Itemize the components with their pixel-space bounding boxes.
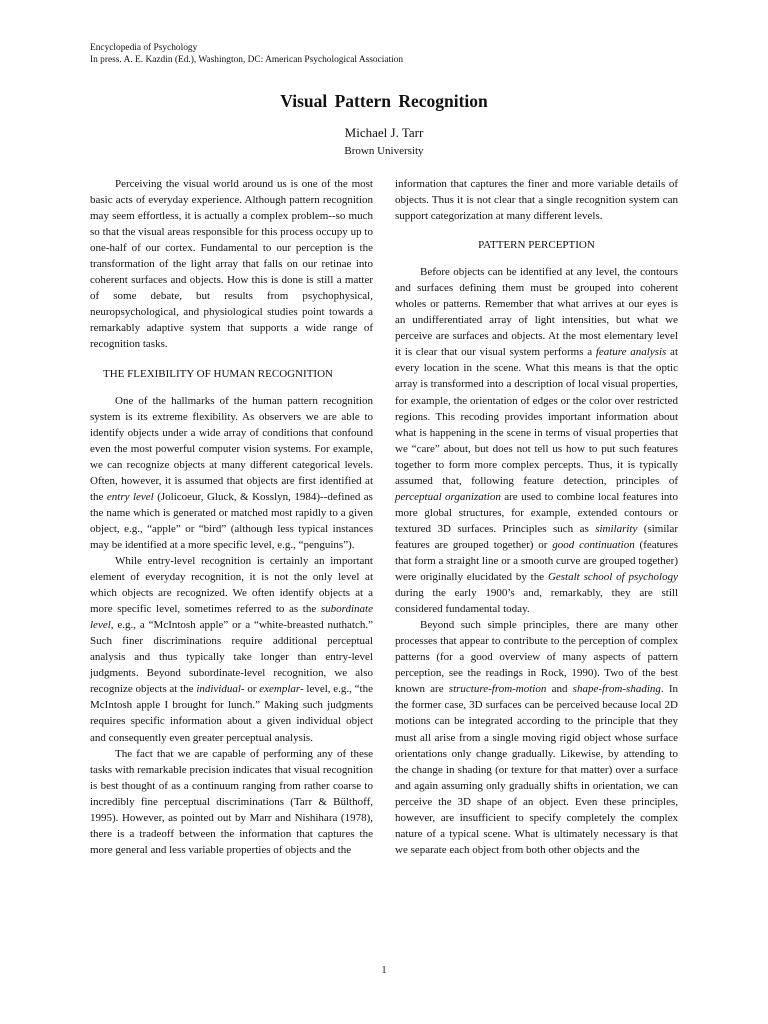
intro-paragraph: Perceiving the visual world around us is one of the most basic acts of everyday experience. Although pattern recognition may seem effortless, it is actually a complex problem--so much so that the visual areas responsible for this process occupy up to one-half of our cortex. Fundamental to our perception is the transformation of the light array that falls on our retinae into coherent surfaces and objects. How this is done is still a matter of some debate, but results from psychophysical, neuropsychological, and physiological studies point towards a remarkably adaptive system that supports a wide range of recognition tasks.: [90, 178, 373, 351]
header-press-info: In press. A. E. Kazdin (Ed.), Washington, DC: American Psychological Association: [90, 54, 404, 65]
paper-title: Visual Pattern Recognition: [280, 91, 488, 111]
running-header: [90, 43, 403, 66]
page-number: 1: [381, 965, 387, 976]
header-journal: Encyclopedia of Psychology: [90, 43, 198, 53]
pattern-paragraph-2: Beyond such simple principles, there are many other processes that appear to contribute to the perception of complex patterns (for a good overview of many aspects of pattern perception, see the readings in Rock, 1990). Two of the best known are structure-from-motion and shape-from-shading. In the former case, 3D surfaces can be perceived because local 2D motions can be integrated according to the principle that they must all arise from a single moving rigid object whose surface orientations only change gradually. Likewise, by attending to the change in shading (or texture for that matter) over a surface and again assuming only gradually shifts in orientation, we can perceive the 3D shape of an object. Even these principles, however, are insufficient to specify completely the complex nature of a typical scene. What is ultimately necessary is that we separate each object from both other objects and the: [395, 619, 678, 856]
flexibility-paragraph-3: The fact that we are capable of performing any of these tasks with remarkable precision indicates that visual recognition is best thought of as a continuum ranging from rather coarse to incredibly fine perceptual discriminations (Tarr & Bülthoff, 1995). However, as pointed out by Marr and Nishihara (1978), there is a tradeoff between the information that captures the more general and less variable properties of objects and the: [90, 747, 373, 856]
right-column: [395, 176, 678, 858]
flexibility-paragraph-1: One of the hallmarks of the human pattern recognition system is its extreme flexibility. As observers we are able to identify objects under a wide array of conditions that confound even the most powerful computer vision systems. For example, we can recognize objects at many different categorical levels. Often, however, it is assumed that objects are first identified at the entry level (Jolicoeur, Gluck, & Kosslyn, 1984)--defined as the name which is generated or matched most rapidly to a given object, e.g., “apple” or “bird” (although less typical instances may be identified at a more specific level, e.g., “penguins”).: [90, 394, 373, 551]
section-heading-pattern-perception: PATTERN PERCEPTION: [478, 239, 595, 252]
pattern-paragraph-1: Before objects can be identified at any level, the contours and surfaces defining them must be grouped into coherent wholes or patterns. Remember that what arrives at our eyes is an undifferentiated array of light intensities, but what we perceive are surfaces and objects. At the most elementary level it is clear that our visual system performs a feature analysis at every location in the scene. What this means is that the optic array is transformed into a description of local visual properties, for example, the orientation of edges or the color over restricted regions. This recoding provides important information about what is happening in the scene in terms of visual properties that we “care” about, but does not tell us how to put such features together to form more complex percepts. Thus, it is typically assumed that, following feature detection, principles of perceptual organization are used to combine local features into more global structures, for example, extended contours or textured 3D surfaces. Principles such as similarity (similar features are grouped together) or good continuation (features that form a straight line or a smooth curve are grouped together) were originally elucidated by the Gestalt school of psychology during the early 1900’s and, remarkably, they are still considered fundamental today.: [395, 266, 679, 616]
continued-paragraph: information that captures the finer and more variable details of objects. Thus it is not clear that a single recognition system can support categorization at many different levels.: [395, 178, 678, 223]
left-column: [90, 176, 373, 858]
author-affiliation: Brown University: [344, 145, 424, 157]
flexibility-paragraph-2: While entry-level recognition is certainly an important element of everyday recognition, it is not the only level at which objects are recognized. We often identify objects at a more specific level, sometimes referred to as the subordinate level, e.g., a “McIntosh apple” or a “white-breasted nuthatch.” Such finer discriminations require additional perceptual analysis and thus typically take longer than entry-level judgments. Beyond subordinate-level recognition, we also recognize objects at the individual- or exemplar- level, e.g., “the McIntosh apple I brought for lunch.” Making such judgments requires specific information about a given individual object and consequently even greater perceptual analysis.: [90, 554, 373, 744]
author-name: Michael J. Tarr: [344, 125, 424, 140]
section-heading-flexibility: THE FLEXIBILITY OF HUMAN RECOGNITION: [103, 367, 333, 380]
